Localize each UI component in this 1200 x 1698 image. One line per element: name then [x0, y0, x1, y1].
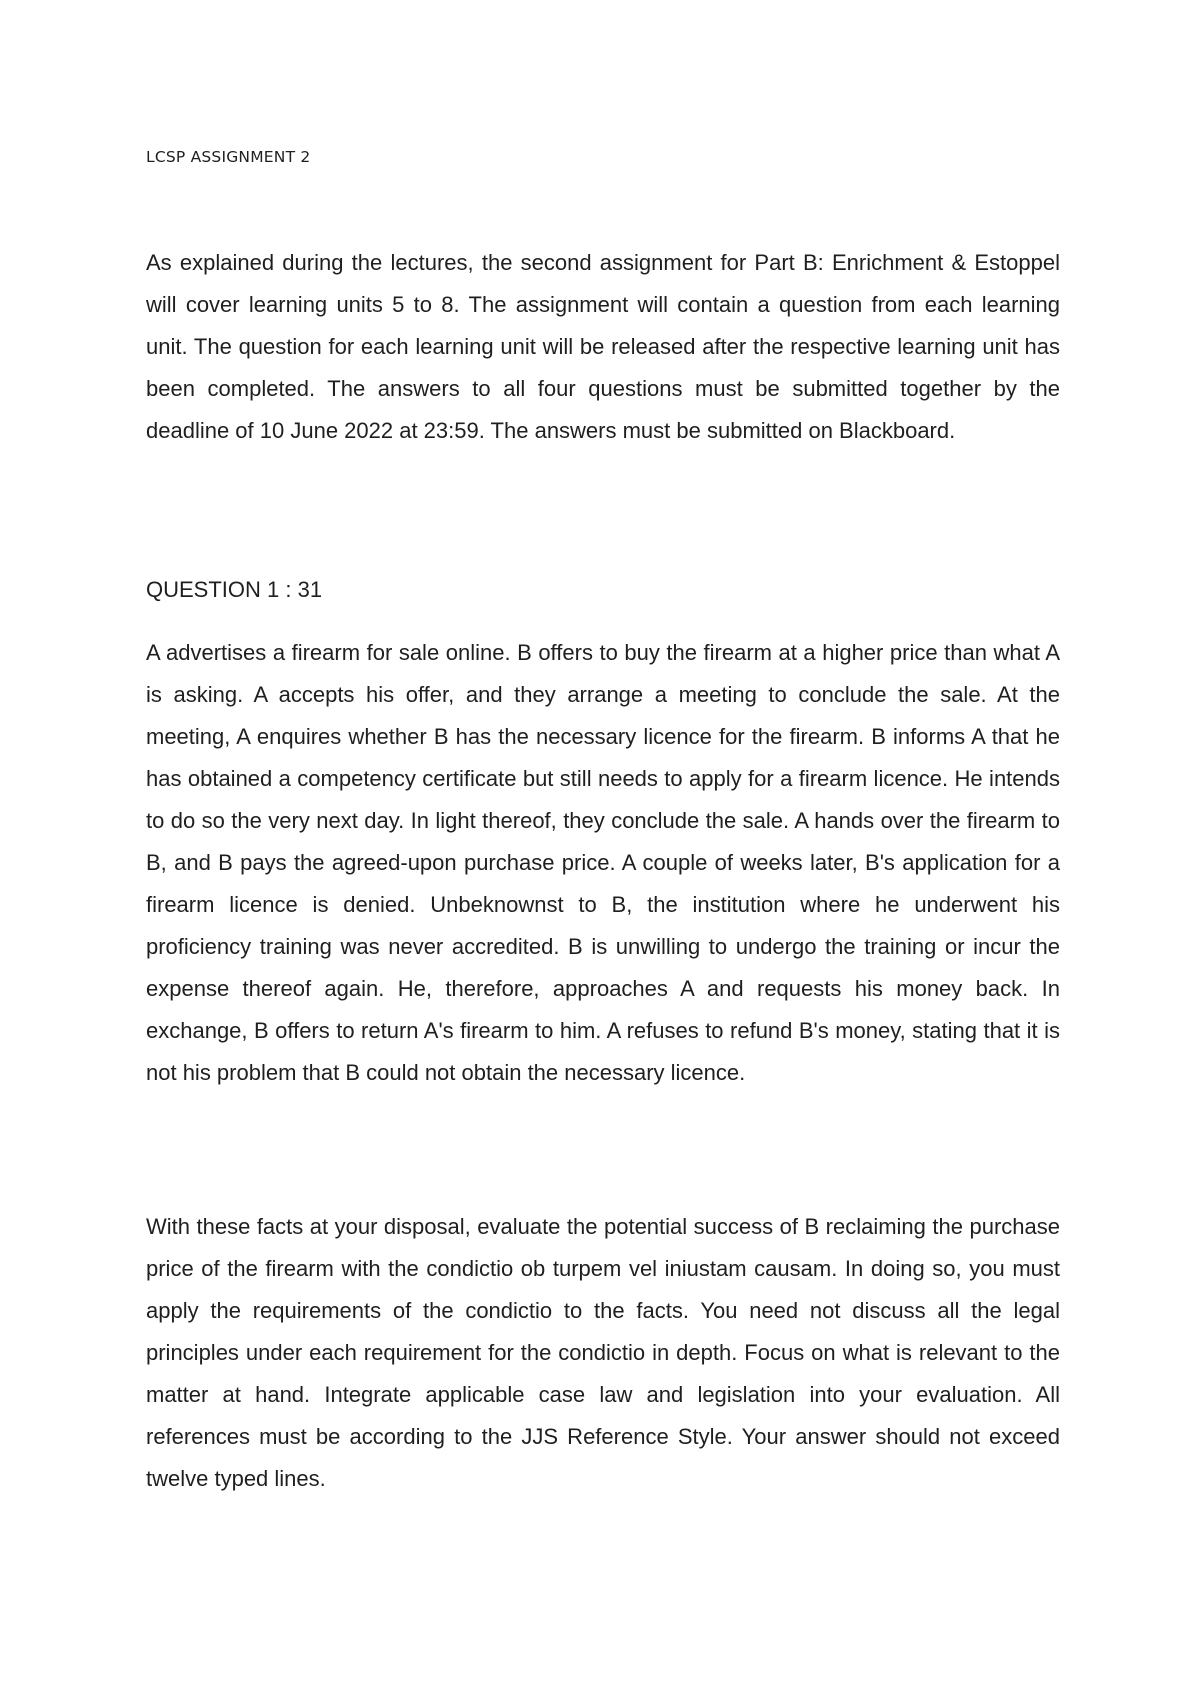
facts-paragraph: A advertises a firearm for sale online. B offers to buy the firearm at a higher price than what A is asking. A accepts his offer, and they arrange a meeting to conclude the sale. At the meeting, A enquires whether B has the necessary licence for the firearm. B informs A that he has obtained a competency certificate but still needs to apply for a firearm licence. He intends to do so the very next day. In light thereof, they conclude the sale. A hands over the firearm to B, and B pays the agreed-upon purchase price. A couple of weeks later, B's application for a firearm licence is denied. Unbeknownst to B, the institution where he underwent his proficiency training was never accredited. B is unwilling to undergo the training or incur the expense thereof again. He, therefore, approaches A and requests his money back. In exchange, B offers to return A's firearm to him. A refuses to refund B's money, stating that it is not his problem that B could not obtain the necessary licence. [146, 640, 1060, 1085]
question-title: QUESTION 1 : 31 [146, 577, 323, 602]
document-heading: LCSP ASSIGNMENT 2 [146, 148, 311, 166]
intro-paragraph: As explained during the lectures, the second assignment for Part B: Enrichment & Estoppel will cover learning units 5 to 8. The assignment will contain a question from each learning unit. The question for each learning unit will be released after the respective learning unit has been completed. The answers to all four questions must be submitted together by the deadline of 10 June 2022 at 23:59. The answers must be submitted on Blackboard. [146, 250, 1060, 443]
task-paragraph: With these facts at your disposal, evaluate the potential success of B reclaiming the purchase price of the firearm with the condictio ob turpem vel iniustam causam. In doing so, you must apply the requirements of the condictio to the facts. You need not discuss all the legal principles under each requirement for the condictio in depth. Focus on what is relevant to the matter at hand. Integrate applicable case law and legislation into your evaluation. All references must be according to the JJS Reference Style. Your answer should not exceed twelve typed lines. [146, 1214, 1060, 1491]
